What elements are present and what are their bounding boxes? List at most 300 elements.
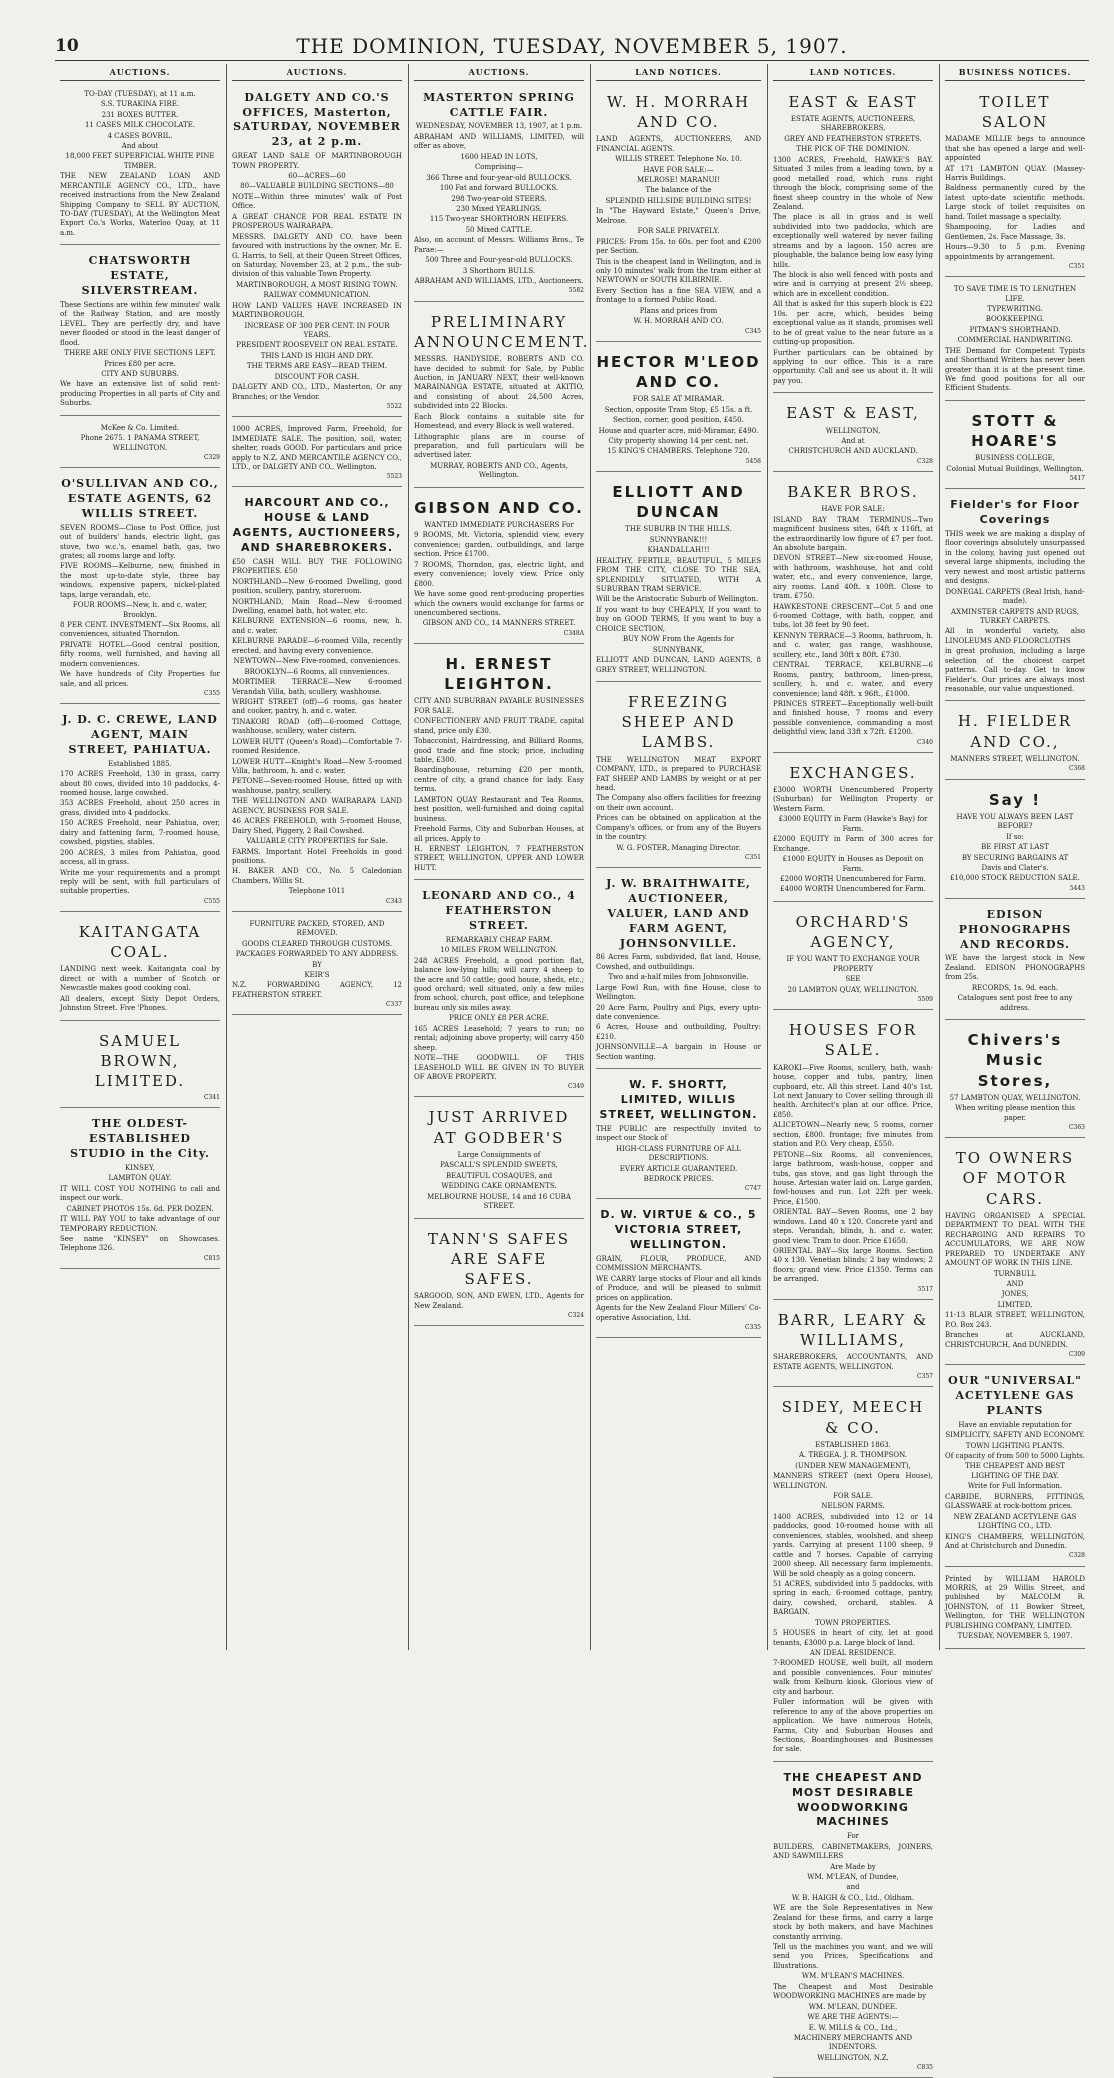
advertisement-line: ISLAND BAY TRAM TERMINUS—Two magnificent business sites, 64ft x 116ft, at the extraordinarily low figure of £7 per foot. An absolute bargain. (773, 515, 933, 552)
advertisement (945, 1023, 1085, 1138)
column-2 (227, 66, 407, 1648)
advertisement-line: 86 Acres Farm, subdivided, flat land, House, Cowshed, and outbuildings. (596, 953, 761, 971)
advertisement-line: WM. M'LEAN, of Dundee, (807, 1872, 899, 1881)
advertisement-line: PASCALL'S SPLENDID SWEETS, (440, 1161, 558, 1170)
advertisement-line: Write me your requirements and a prompt reply will be sent, with full particulars of suitable properties. (60, 868, 220, 896)
advertisement-line: City property showing 14 per cent. net. (608, 436, 749, 445)
advertisement (414, 491, 584, 644)
advertisement (60, 471, 220, 704)
advertisement-line: AN IDEAL RESIDENCE. (809, 1649, 897, 1658)
advertisement-line: 1400 ACRES, subdivided into 12 or 14 paddocks, good 10-roomed house with all conveniences, stables, woolshed, and sheep yards. Carrying at present 1100 sheep, 9 cattle and 7 horses. Capable of carrying 2000 sheep. All necessary farm implements. Will be sold cheaply as a going concern. (773, 1512, 933, 1578)
advertisement-title: D. W. VIRTUE & CO., 5 VICTORIA STREET, WELLINGTON. (600, 1208, 757, 1252)
advertisement-line: Have an enviable reputation for (958, 1420, 1072, 1429)
advertisement-line: WM. M'LEAN, DUNDEE. (808, 2002, 898, 2011)
advertisement-line: 46 ACRES FREEHOLD, with 5-roomed House, Dairy Shed, Piggery, 2 Rail Cowshed. (232, 817, 402, 835)
advertisement-line: KEIR'S (304, 971, 330, 980)
advertisement-line: NEWTOWN—New Five-roomed, conveniences. (233, 657, 401, 666)
advertisement-line: Tobacconist, Hairdressing, and Billiard Rooms, good trade and fine stock; price, including table, £300. (414, 737, 584, 765)
advertisement-line: Plans and prices from (639, 306, 718, 315)
advertisement-line: 10 MILES FROM WELLINGTON. (440, 946, 558, 955)
advertisement-line: 1600 HEAD IN LOTS, (460, 152, 538, 161)
advertisement-line: AXMINSTER CARPETS AND RUGS, TURKEY CARPETS. (951, 607, 1079, 625)
advertisement (945, 280, 1085, 401)
advertisement-line: PRIVATE HOTEL—Good central position, fifty rooms, well furnished, and having all modern conveniences. (60, 640, 220, 668)
advertisement-line: THE TERMS ARE EASY—READ THEM. (246, 362, 388, 371)
advertisement-title: EXCHANGES. (789, 763, 917, 782)
advertisement-line: Shampooing, for Ladies and Gentlemen, 2s. Face Massage, 3s. (945, 223, 1085, 241)
advertisement-line: KHANDALLAH!!! (647, 546, 710, 555)
advertisement-reference: C363 (1068, 1124, 1085, 1132)
advertisement-line: TUESDAY, NOVEMBER 5, 1907. (957, 1632, 1073, 1641)
advertisement-line: BUILDERS, CABINETMAKERS, JOINERS, AND SAWMILLERS (773, 1842, 933, 1861)
advertisement-line: HIGH-CLASS FURNITURE OF ALL DESCRIPTIONS. (616, 1144, 741, 1163)
advertisement-line: GIBSON AND CO., 14 MANNERS STREET. (422, 619, 576, 628)
advertisement-line: LIMITED, (997, 1300, 1033, 1309)
advertisement-line: The Company also offers facilities for freezing on their own account. (596, 794, 761, 812)
advertisement-line: 248 ACRES Freehold, a good portion flat, balance low-lying hills; will carry 4 sheep to the acre and 50 cattle; good house, sheds, etc.; good orchard; well situated, only a few miles from school, church, post office, and telephone bureau only six miles away. (414, 956, 584, 1012)
advertisement-title: HOUSES FOR SALE. (788, 1021, 918, 1060)
advertisement-title: DALGETY AND CO.'S OFFICES, Masterton, SATURDAY, NOVEMBER 23, at 2 p.m. (233, 90, 401, 149)
column-header: AUCTIONS. (232, 66, 402, 81)
advertisement-title: BAKER BROS. (787, 482, 919, 501)
column-4 (591, 66, 766, 1648)
advertisement-line: Agents for the New Zealand Flour Millers' Co-operative Association, Ltd. (596, 1304, 761, 1322)
advertisement-line: SEE (845, 975, 861, 984)
advertisement-title: SAMUEL BROWN, LIMITED. (94, 1031, 186, 1091)
advertisement-line: MARTINBOROUGH, A MOST RISING TOWN. (236, 280, 398, 289)
advertisement-line: LAMBTON QUAY Restaurant and Tea Rooms, best position, well-furnished and doing capital business. (414, 795, 584, 823)
advertisement-title: JUST ARRIVED AT GODBER'S (428, 1108, 570, 1147)
advertisement-line: WE have the largest stock in New Zealand. EDISON PHONOGRAPHS from 25s. (945, 954, 1085, 982)
advertisement-title: W. F. SHORTT, LIMITED, WILLIS STREET, WELLINGTON. (599, 1078, 758, 1121)
advertisement-line: MANNERS STREET, WELLINGTON. (950, 754, 1080, 763)
advertisement-line: 7-ROOMED HOUSE, well built, all modern and possible conveniences. Four minutes' walk from Kelburn kiosk. Glorious view of city and harbour. (773, 1659, 933, 1696)
advertisement-line: THE WELLINGTON AND WAIRARAPA LAND AGENCY, BUSINESS FOR SALE. (232, 797, 402, 815)
advertisement-reference: 5582 (568, 287, 584, 295)
advertisement-line: Large Consignments of (457, 1150, 541, 1159)
advertisement-line: 230 Mixed YEARLINGS. (456, 204, 542, 213)
advertisement-line: PRESIDENT ROOSEVELT ON REAL ESTATE. (236, 341, 398, 350)
advertisement-line: KELBURNE EXTENSION—6 rooms, new, h. and c. water. (232, 617, 402, 635)
advertisement-line: Of capacity of from 500 to 5000 Lights. (945, 1452, 1085, 1461)
masthead-rule (55, 60, 1089, 61)
advertisement-line: REMARKABLY CHEAP FARM. (445, 935, 553, 944)
advertisement-reference: C835 (916, 2064, 933, 2072)
advertisement-line: BE FIRST AT LAST (981, 843, 1049, 852)
advertisement-line: 60—ACRES—60 (288, 172, 346, 181)
advertisement-line: £3000 EQUITY in Farm (Hawke's Bay) for Farm. (778, 815, 928, 833)
column-1 (55, 66, 225, 1648)
advertisement (945, 1141, 1085, 1365)
advertisement-line: ABRAHAM AND WILLIAMS, LIMITED, will offer as above, (414, 132, 584, 151)
advertisement-title: PRELIMINARY ANNOUNCEMENT. (414, 312, 590, 351)
advertisement-line: Phone 2675. 1 PANAMA STREET, WELLINGTON. (80, 434, 200, 452)
advertisement-reference: 5523 (386, 473, 402, 481)
advertisement-line: JOHNSONVILLE—A bargain in House or Section wanting. (596, 1043, 761, 1061)
advertisement-line: Fuller information will be given with reference to any of the above properties on application. We have numerous Hotels, Farms, City and Suburban Houses and Sections, Boardinghouses and Businesses for sale. (773, 1698, 933, 1754)
advertisement-line: 80—VALUABLE BUILDING SECTIONS—80 (240, 182, 394, 191)
advertisement (60, 1024, 220, 1109)
advertisement-line: SUNNYBANK!!! (649, 535, 708, 544)
advertisement-line: FIVE ROOMS—Kelburne, new, finished in the most up-to-date style, three bay windows, expensive papers, nickel-plated taps, large verandah, etc. (60, 562, 220, 599)
advertisement (60, 419, 220, 468)
column-header: LAND NOTICES. (773, 66, 933, 81)
advertisement-line: The block is also well fenced with posts and wire and is carrying at present 2½ sheep, which are in excellent condition. (773, 271, 933, 298)
advertisement-line: Large Fowl Run, with fine House, close to Wellington. (596, 983, 761, 1002)
advertisement-line: AT 171 LAMBTON QUAY. (Massey-Harris Buildings. (945, 164, 1085, 183)
advertisement-title: TANN'S SAFES ARE SAFE SAFES. (427, 1229, 571, 1289)
advertisement-line: PACKAGES FORWARDED TO ANY ADDRESS. (235, 950, 399, 959)
advertisement-line: Catalogues sent post free to any address. (957, 994, 1073, 1012)
advertisement-line: BROOKLYN—6 Rooms, all conveniences. (244, 667, 390, 676)
advertisement-line: in great profusion, including a large selection of the choicest carpet patterns. Call to-day. Get to know Fielder's. Our prices are always most reasonable, our value unquestioned. (945, 647, 1085, 694)
advertisement-line: Further particulars can be obtained by applying to our office. This is a rare opportunity. Call and see us about it. It will pay you. (773, 348, 933, 385)
advertisement-line: These Sections are within few minutes' walk of the Railway Station, and are mostly LEVEL. They are perfectly dry, and have never flooded or stood in the least danger of flood. (60, 300, 220, 347)
advertisement-line: £50 CASH WILL BUY THE FOLLOWING PROPERTIES. £50 (232, 557, 402, 576)
advertisement-line: ORIENTAL BAY—Six large Rooms. Section 40 x 130. Venetian blinds; 2 bay windows; 2 floors; grand view. Price £1350. Terms can be arranged. (773, 1247, 933, 1284)
advertisement-line: Freehold Farms, City and Suburban Houses, at all prices. Apply to (414, 825, 584, 843)
advertisement-line: £10,000 STOCK REDUCTION SALE. (950, 874, 1080, 883)
advertisement-line: DEVON STREET—New six-roomed House, with bathroom, washhouse, hot and cold water, etc., and every convenience, large, airy rooms. Land 40ft. x 100ft. Close to tram. £750. (773, 554, 933, 601)
advertisement-line: And about (121, 141, 159, 150)
advertisement-line: THIS LAND IS HIGH AND DRY. (260, 351, 374, 360)
advertisement (773, 1765, 933, 2078)
advertisement-line: All that is asked for this superb block is £22 10s. per acre, which, besides being exceptional value as it stands, promises well to be of great value to the near future as a cutting-up proposition. (773, 300, 933, 347)
advertisement-line: LAMBTON QUAY. (108, 1174, 172, 1183)
advertisement (596, 871, 761, 1069)
advertisement (232, 490, 402, 911)
advertisement-reference: C340 (916, 738, 933, 746)
advertisement-line: MELROSE! MARANUI! (636, 176, 721, 185)
advertisement-title: EDISON PHONOGRAPHS AND RECORDS. (958, 907, 1072, 951)
advertisement-reference: C337 (385, 1001, 402, 1009)
advertisement-line: TURNBULL (993, 1269, 1037, 1278)
advertisement-line: NOTE—Within three minutes' walk of Post Office. (232, 192, 402, 211)
advertisement-title: H. ERNEST LEIGHTON. (444, 654, 554, 694)
advertisement-line: HOW LAND VALUES HAVE INCREASED IN MARTINBOROUGH. (232, 301, 402, 320)
advertisement-reference: C309 (1068, 1351, 1085, 1359)
advertisement-reference: 5443 (1069, 884, 1085, 892)
advertisement-title: GIBSON AND CO. (414, 498, 584, 517)
advertisement-line: HEALTHY, FERTILE, BEAUTIFUL, 5 MILES FROM THE CITY, CLOSE TO THE SEA, SPLENDIDLY SITUATED, WITH A SUBURBAN TRAM SERVICE. (596, 556, 761, 594)
advertisement (414, 647, 584, 880)
advertisement-line: GOODS CLEARED THROUGH CUSTOMS. (241, 939, 393, 948)
advertisement-line: KINSEY, (125, 1163, 155, 1172)
advertisement-line: LOWER HUTT (Queen's Road)—Comfortable 7-roomed Residence. (232, 737, 402, 756)
advertisement-line: HAVE YOU ALWAYS BEEN LAST BEFORE? (956, 812, 1074, 831)
advertisement (596, 685, 761, 868)
advertisement-line: When writing please mention this paper. (955, 1104, 1075, 1122)
advertisement-line: DALGETY AND CO., LTD., Masterton, Or any Branches; or the Vendor. (232, 383, 402, 401)
advertisement-line: 353 ACRES Freehold, about 250 acres in grass, divided into 4 paddocks. (60, 799, 220, 817)
advertisement-line: 298 Two-year-old STEERS. (451, 194, 547, 203)
advertisement (773, 85, 933, 394)
advertisement-title: THE CHEAPEST AND MOST DESIRABLE WOODWORKING MACHINES (783, 1770, 923, 1829)
advertisement-line: VALUABLE CITY PROPERTIES for Sale. (246, 837, 388, 846)
advertisement-line: PRINCES STREET—Exceptionally well-built and finished house, 7 rooms and every possible convenience, commanding a most delightful view, land 33ft x 72ft. £1200. (773, 699, 933, 737)
advertisement-line: THIS week we are making a display of floor coverings absolutely unsurpassed in the colony, having just opened out several large shipments, including the very newest and most artistic patterns and designs. (945, 530, 1085, 586)
advertisement-line: IT WILL COST YOU NOTHING to call and inspect our work. (60, 1184, 220, 1203)
advertisement-title: OUR "UNIVERSAL" ACETYLENE GAS PLANTS (948, 1374, 1082, 1417)
advertisement-reference: C349 (567, 1083, 584, 1091)
advertisement-title: ELLIOTT AND DUNCAN (612, 482, 745, 522)
advertisement-line: Also, on account of Messrs. Williams Bros., Te Parae:— (414, 236, 584, 254)
advertisement-line: IT WILL PAY YOU to take advantage of our TEMPORARY REDUCTION. (60, 1215, 220, 1233)
advertisement (414, 1222, 584, 1327)
advertisement-reference: C747 (744, 1185, 761, 1193)
advertisement-line: CENTRAL TERRACE, KELBURNE—6 Rooms, pantry, bathroom, linen-press, scullery, h. and c. water, and every convenience; land 48ft. x 96ft., £1000. (773, 661, 933, 698)
advertisement-line: And at (841, 436, 865, 445)
advertisement-title: J. W. BRAITHWAITE, AUCTIONEER, VALUER, LAND AND FARM AGENT, JOHNSONVILLE. (606, 877, 751, 950)
column-5 (768, 66, 938, 2072)
advertisement-line: £4000 WORTH Unencumbered for Farm. (780, 885, 926, 894)
advertisement-title: Chivers's Music Stores, (967, 1031, 1063, 1090)
page-number: 10 (55, 36, 79, 56)
advertisement-line: THE SUBURB IN THE HILLS. (625, 525, 732, 534)
advertisement-line: House and quarter acre, mid-Miramar, £490. (598, 426, 759, 435)
advertisement-line: 150 ACRES Freehold, near Pahiatua, over, dairy and fattening farm, 7-roomed house, cowshed, pigsties, stables. (60, 819, 220, 847)
advertisement-line: 9 ROOMS, Mt. Victoria, splendid view, every convenience; garden, outbuildings, and large section. Price £1700. (414, 531, 584, 559)
advertisement-line: CITY AND SUBURBAN PAYABLE BUSINESSES FOR SALE. (414, 697, 584, 715)
advertisement-line: TOWN PROPERTIES. (815, 1618, 891, 1627)
advertisement-line: Tell us the machines you want, and we will send you Prices, Specifications and Illustrations. (773, 1943, 933, 1970)
advertisement-line: PITMAN'S SHORTHAND. (969, 325, 1061, 334)
advertisement-line: TO SAVE TIME IS TO LENGTHEN LIFE. (953, 285, 1077, 303)
advertisement-line: S.S. TURAKINA FIRE. (100, 100, 180, 109)
advertisement-line: Colonial Mutual Buildings, Wellington. (946, 464, 1084, 473)
advertisement-line: GRAIN, FLOUR, PRODUCE, AND COMMISSION MERCHANTS. (596, 1255, 761, 1273)
advertisement-line: If you want to buy CHEAPLY, If you want to buy on GOOD TERMS, If you want to buy a CHOICE SECTION, (596, 605, 761, 633)
advertisement-line: For (846, 1832, 860, 1841)
advertisement-line: KAROKI—Five Rooms, scullery, bath, wash-house, copper and tubs, pantry, linen cupboard, etc. All this street. Land 40's 1st. Lot next January to Cover selling through ill health. Architect's plan at our office. Price, £850. (773, 1063, 933, 1119)
advertisement-line: MURRAY, ROBERTS AND CO., Agents, Wellington. (430, 461, 568, 480)
advertisement-line: JONES, (1001, 1290, 1029, 1299)
advertisement-line: MACHINERY MERCHANTS AND INDENTORS. (793, 2033, 913, 2052)
advertisement-title: Fielder's for Floor Coverings (950, 498, 1080, 527)
advertisement-line: WRIGHT STREET (off)—6 rooms, gas heater and cooker, pantry, h. and c. water. (232, 697, 402, 716)
advertisement-line: CHRISTCHURCH AND AUCKLAND. (788, 447, 918, 456)
advertisement-reference: C355 (203, 690, 220, 698)
advertisement-line: TINAKORI ROAD (off)—6-roomed Cottage, washhouse, scullery, water cistern. (232, 717, 402, 736)
advertisement-line: THE NEW ZEALAND LOAN AND MERCANTILE AGENCY CO., LTD., have received instructions from the New Zealand Shipping Company to SELL BY AUCTION, TO-DAY (TUESDAY), At the Wellington Meat Export Co.'s Works, Waterloo Quay, at 11 a.m. (60, 172, 220, 237)
advertisement-line: 231 BOXES BUTTER. (101, 110, 179, 119)
advertisement-line: CARBIDE, BURNERS, FITTINGS, GLASSWARE at rock-bottom prices. (945, 1492, 1085, 1511)
advertisement-line: MESSRS. HANDYSIDE, ROBERTS AND CO. have decided to submit for Sale, by Public Auction, in JANUARY NEXT, their well-known MARAINANGA ESTATE, situated at AKITIO, and consisting of about 24,500 Acres, subdivided into 22 Blocks. (414, 355, 584, 411)
advertisement-reference: 5517 (917, 1285, 933, 1293)
advertisement-line: Every Section has a fine SEA VIEW, and a frontage to a formed Public Road. (596, 286, 761, 305)
advertisement (773, 1303, 933, 1387)
advertisement-reference: C341 (203, 1094, 220, 1102)
advertisement-line: HAWKESTONE CRESCENT—Cot 5 and one 6-roomed Cottage, with bath, copper, and tubs, lot 38 feet by 90 feet. (773, 602, 933, 630)
advertisement-line: KING'S CHAMBERS, WELLINGTON, And at Christchurch and Dunedin. (945, 1532, 1085, 1550)
advertisement-line: TYPEWRITING. (987, 304, 1043, 313)
advertisement-title: TOILET SALON (979, 92, 1051, 132)
advertisement (414, 883, 584, 1097)
advertisement-line: NELSON FARMS. (821, 1502, 885, 1511)
advertisement-line: We have some good rent-producing properties which the owners would exchange for farms or unencumbered sections. (414, 590, 584, 617)
advertisement (945, 85, 1085, 277)
advertisement-title: STOTT & HOARE'S (971, 411, 1059, 451)
advertisement-line: H. ERNEST LEIGHTON, 7 FEATHERSTON STREET, WELLINGTON, UPPER AND LOWER HUTT. (414, 844, 584, 872)
advertisement-line: TOWN LIGHTING PLANTS. (965, 1441, 1065, 1450)
advertisement (945, 704, 1085, 779)
advertisement (945, 404, 1085, 489)
advertisement-line: Section, corner, good position, £450. (613, 416, 744, 425)
advertisement-line: All in wonderful variety, also LINOLEUMS AND FLOORCLOTHS (945, 627, 1085, 645)
advertisement-line: BY SECURING BARGAINS AT (961, 853, 1069, 862)
advertisement-line: Baldness permanently cured by the latest upto-date scientific methods. Large stock of toilet requisites on hand. Toilet massage a specialty. (945, 184, 1085, 221)
advertisement-line: 20 LAMBTON QUAY, WELLINGTON. (787, 985, 919, 994)
advertisement-line: DONEGAL CARPETS (Real Irish, hand-made). (945, 587, 1085, 606)
advertisement-line: COMMERCIAL HANDWRITING. (957, 336, 1073, 345)
advertisement-line: WILLIS STREET. Telephone No. 10. (615, 155, 742, 164)
advertisement-line: Comprising— (474, 163, 524, 172)
advertisement-line: 57 LAMBTON QUAY, WELLINGTON. (949, 1093, 1081, 1102)
advertisement-line: MANNERS STREET (next Opera House), WELLINGTON. (773, 1472, 933, 1490)
advertisement-line: Prices £80 per acre. (104, 359, 176, 368)
advertisement-title: FREEZING SHEEP AND LAMBS. (621, 692, 736, 752)
advertisement (945, 1368, 1085, 1566)
column-3 (409, 66, 589, 1648)
advertisement-line: GREAT LAND SALE OF MARTINBOROUGH TOWN PROPERTY. (232, 152, 402, 170)
advertisement-line: PRICE ONLY £8 PER ACRE. (449, 1014, 549, 1023)
advertisement-line: In "The Hayward Estate," Queen's Drive, Melrose. (596, 207, 761, 225)
advertisement-line: BY (312, 960, 322, 969)
advertisement-line: ESTABLISHED 1863. (815, 1440, 891, 1449)
advertisement-title: EAST & EAST, (786, 404, 920, 423)
advertisement-line: 1300 ACRES, Freehold, HAWKE'S BAY. Situated 3 miles from a leading town, by a good metalled road, which runs right through the block, comprising some of the finest sheep country in the whole of New Zealand. (773, 155, 933, 211)
advertisement (60, 85, 220, 246)
advertisement-line: Branches at AUCKLAND, CHRISTCHURCH, And DUNEDIN. (945, 1331, 1085, 1349)
advertisement-reference: C328 (916, 457, 933, 465)
advertisement-line: WE ARE THE AGENTS:— (807, 2013, 899, 2022)
advertisement-line: We have hundreds of City Properties for sale, and all prices. (60, 670, 220, 688)
advertisement (945, 783, 1085, 899)
advertisement-line: N.Z. FORWARDING AGENCY, 12 FEATHERSTON STREET. (232, 981, 402, 999)
advertisement-line: 500 Three and Four-year-old BULLOCKS. (425, 256, 573, 265)
advertisement-line: PRICES: From 15s. to 60s. per foot and £200 per Section. (596, 237, 761, 256)
advertisement-line: W. B. HAIGH & CO., Ltd., Oldham. (791, 1893, 915, 1902)
advertisement-line: FOUR ROOMS—New, h. and c. water, Brooklyn. (72, 601, 208, 619)
advertisement-line: HAVE FOR SALE: (821, 505, 885, 514)
advertisement-line: NEW ZEALAND ACETYLENE GAS LIGHTING CO., LTD. (953, 1512, 1077, 1531)
advertisement-line: This is the cheapest land in Wellington, and is only 10 minutes' walk from the tram either at NEWTOWN or SOUTH KILBIRNIE. (596, 257, 761, 285)
advertisement-line: DISCOUNT FOR CASH. (274, 372, 360, 381)
advertisement-line: KELBURNE PARADE—6-roomed Villa, recently erected, and having every convenience. (232, 637, 402, 655)
advertisement-reference: C328 (1068, 1552, 1085, 1560)
advertisement-line: TO-DAY (TUESDAY), at 11 a.m. (84, 89, 196, 98)
advertisement (414, 1100, 584, 1218)
advertisement (945, 1570, 1085, 1649)
advertisement-line: 4 CASES BOVRIL. (107, 131, 173, 140)
advertisement-reference: C345 (744, 327, 761, 335)
advertisement-line: WEDNESDAY, NOVEMBER 13, 1907, at 1 p.m. (415, 122, 583, 131)
advertisement-line: £2000 WORTH Unencumbered for Farm. (780, 874, 926, 883)
advertisement-title: Say ! (988, 790, 1042, 809)
advertisement-line: Prices can be obtained on application at the Company's offices, or from any of the Buyers in the country. (596, 814, 761, 842)
advertisement-line: THE Demand for Competent Typists and Shorthand Writers has never been greater than it is at the present time. We find good positions for all our Efficient Students. (945, 346, 1085, 393)
column-header: BUSINESS NOTICES. (945, 66, 1085, 81)
advertisement-line: WELLINGTON, N.Z. (817, 2053, 889, 2062)
advertisement-title: KAITANGATA COAL. (78, 922, 202, 962)
advertisement-title: H. FIELDER AND CO., (957, 712, 1073, 751)
advertisement-line: THE CHEAPEST AND BEST LIGHTING OF THE DAY. (965, 1462, 1065, 1480)
advertisement-line: Printed by WILLIAM HAROLD MORRIS, at 29 Willis Street, and published by MALCOLM R. JOHNSTON, of 11 Bowker Street, Wellington, for THE WELLINGTON PUBLISHING COMPANY, LIMITED. (945, 1574, 1085, 1630)
advertisement-line: WELLINGTON, (825, 426, 881, 435)
advertisement (232, 915, 402, 1016)
advertisement-line: FOR SALE AT MIRAMAR. (632, 395, 725, 404)
advertisement (773, 396, 933, 472)
advertisement-line: MESSRS. DALGETY AND CO. have been favoured with instructions by the owner, Mr. E. G. Harris, to Sell, at their Queen Street Offices, on Saturday, November 23, at 2 p.m., the sub-division of this valuable Town Property. (232, 232, 402, 279)
advertisement-line: E. W. MILLS & CO., Ltd., (808, 2023, 898, 2032)
advertisement-line: CONFECTIONERY AND FRUIT TRADE, capital stand, price only £30. (414, 717, 584, 735)
advertisement (773, 905, 933, 1010)
advertisement-title: O'SULLIVAN AND CO., ESTATE AGENTS, 62 WILLIS STREET. (61, 477, 219, 520)
advertisement-title: ORCHARD'S AGENCY, (795, 912, 911, 952)
advertisement-title: SIDEY, MEECH & CO. (781, 1398, 925, 1437)
advertisement-line: Section, opposite Tram Stop, £5 15s. a ft. (604, 405, 753, 414)
advertisement-line: WE CARRY large stocks of Flour and all kinds of Produce, and will be pleased to submit prices on application. (596, 1274, 761, 1302)
advertisement-reference: C335 (744, 1324, 761, 1332)
advertisement-line: 51 ACRES, subdivided into 5 paddocks, with spring in each, 6-roomed cottage, pantry, dairy, cowshed, orchard, stables. A BARGAIN. (773, 1579, 933, 1617)
advertisement (596, 345, 761, 472)
advertisement-line: We have an extensive list of solid rent-producing Properties in all parts of City and Suburbs. (60, 380, 220, 408)
advertisement-line: The balance of the (645, 186, 712, 195)
advertisement-reference: C343 (385, 897, 402, 905)
advertisement-line: Davis and Clater's. (981, 863, 1049, 872)
advertisement-line: £3000 WORTH Unencumbered Property (Suburban) for Wellington Property or Western Farm. (773, 786, 933, 813)
advertisement-line: FOR SALE PRIVATELY. (637, 227, 720, 236)
advertisement (60, 915, 220, 1021)
advertisement-reference: 5522 (386, 403, 402, 411)
advertisement-line: FURNITURE PACKED, STORED, AND REMOVED. (249, 919, 385, 938)
advertisement-line: NOTE—THE GOODWILL OF THIS LEASEHOLD WILL BE GIVEN IN TO BUYER OF ABOVE PROPERTY. (414, 1054, 584, 1081)
advertisement-line: Write for Full Information. (967, 1482, 1063, 1491)
advertisement-line: H. BAKER AND CO., No. 5 Caledonian Chambers, Willis St. (232, 867, 402, 885)
advertisement (596, 85, 761, 342)
advertisement-line: ORIENTAL BAY—Seven Rooms, one 2 bay windows. Land 40 x 120. Concrete yard and steps. Verandah, blinds, h. and c. water, good view. Tram to door. Price £1650. (773, 1208, 933, 1245)
advertisement-line: BUSINESS COLLEGE, (975, 454, 1055, 463)
advertisement-line: 18,000 FEET SUPERFICIAL WHITE PINE TIMBER. (65, 152, 215, 170)
advertisement-line: KENNYN TERRACE—3 Rooms, bathroom, h. and c. water, gas range, washhouse, scullery, etc., land 30ft x 80ft. £730. (773, 631, 933, 659)
advertisement-title: EAST & EAST (788, 92, 918, 111)
advertisement-line: 366 Three and four-year-old BULLOCKS. (426, 173, 572, 182)
advertisement-line: ELLIOTT AND DUNCAN, LAND AGENTS, 8 GREY STREET, WELLINGTON. (596, 656, 761, 674)
advertisement-line: Two and a-half miles from Johnsonville. (608, 973, 749, 982)
advertisement-line: INCREASE OF 300 PER CENT. IN FOUR YEARS. (244, 321, 390, 340)
advertisement-line: THE WELLINGTON MEAT EXPORT COMPANY, LTD., is prepared to PURCHASE FAT SHEEP AND LAMBS by weight or at per head. (596, 755, 761, 793)
masthead (55, 32, 1089, 60)
advertisement (414, 85, 584, 302)
advertisement-line: Hours—9.30 to 5 p.m. Evening appointments by arrangement. (945, 243, 1085, 261)
advertisement-title: THE OLDEST-ESTABLISHED STUDIO in the City. (70, 1117, 210, 1161)
advertisement-line: LAND AGENTS, AUCTIONEERS, AND FINANCIAL AGENTS. (596, 135, 761, 153)
advertisement-line: A GREAT CHANCE FOR REAL ESTATE IN PROSPEROUS WAIRARAPA. (232, 212, 402, 231)
advertisement-line: 100 Fat and forward BULLOCKS. (439, 184, 559, 193)
advertisement-line: BEDROCK PRICES. (643, 1174, 714, 1183)
advertisement-reference: C329 (203, 454, 220, 462)
column-6 (940, 66, 1090, 1648)
advertisement (414, 305, 590, 488)
advertisement-line: SPLENDID HILLSIDE BUILDING SITES! (605, 196, 752, 205)
column-header: AUCTIONS. (414, 66, 584, 81)
advertisement-line: Established 1885. (108, 759, 172, 768)
advertisement-reference: C368 (1068, 765, 1085, 773)
advertisement-line: Boardinghouse, returning £20 per month, centre of city, a grand chance for lady. Easy terms. (414, 766, 584, 794)
advertisement-line: £1000 EQUITY in Houses as Deposit on Farm. (782, 855, 924, 873)
advertisement-line: SARGOOD, SON, AND EWEN, LTD., Agents for New Zealand. (414, 1292, 584, 1310)
advertisement-line: HAVING ORGANISED A SPECIAL DEPARTMENT TO DEAL WITH THE RECHARGING AND REPAIRS TO ACCUMULATORS, WE ARE NOW PREPARED TO UNDERTAKE ANY AMOUNT OF WORK IN THIS LINE. (945, 1211, 1085, 1268)
